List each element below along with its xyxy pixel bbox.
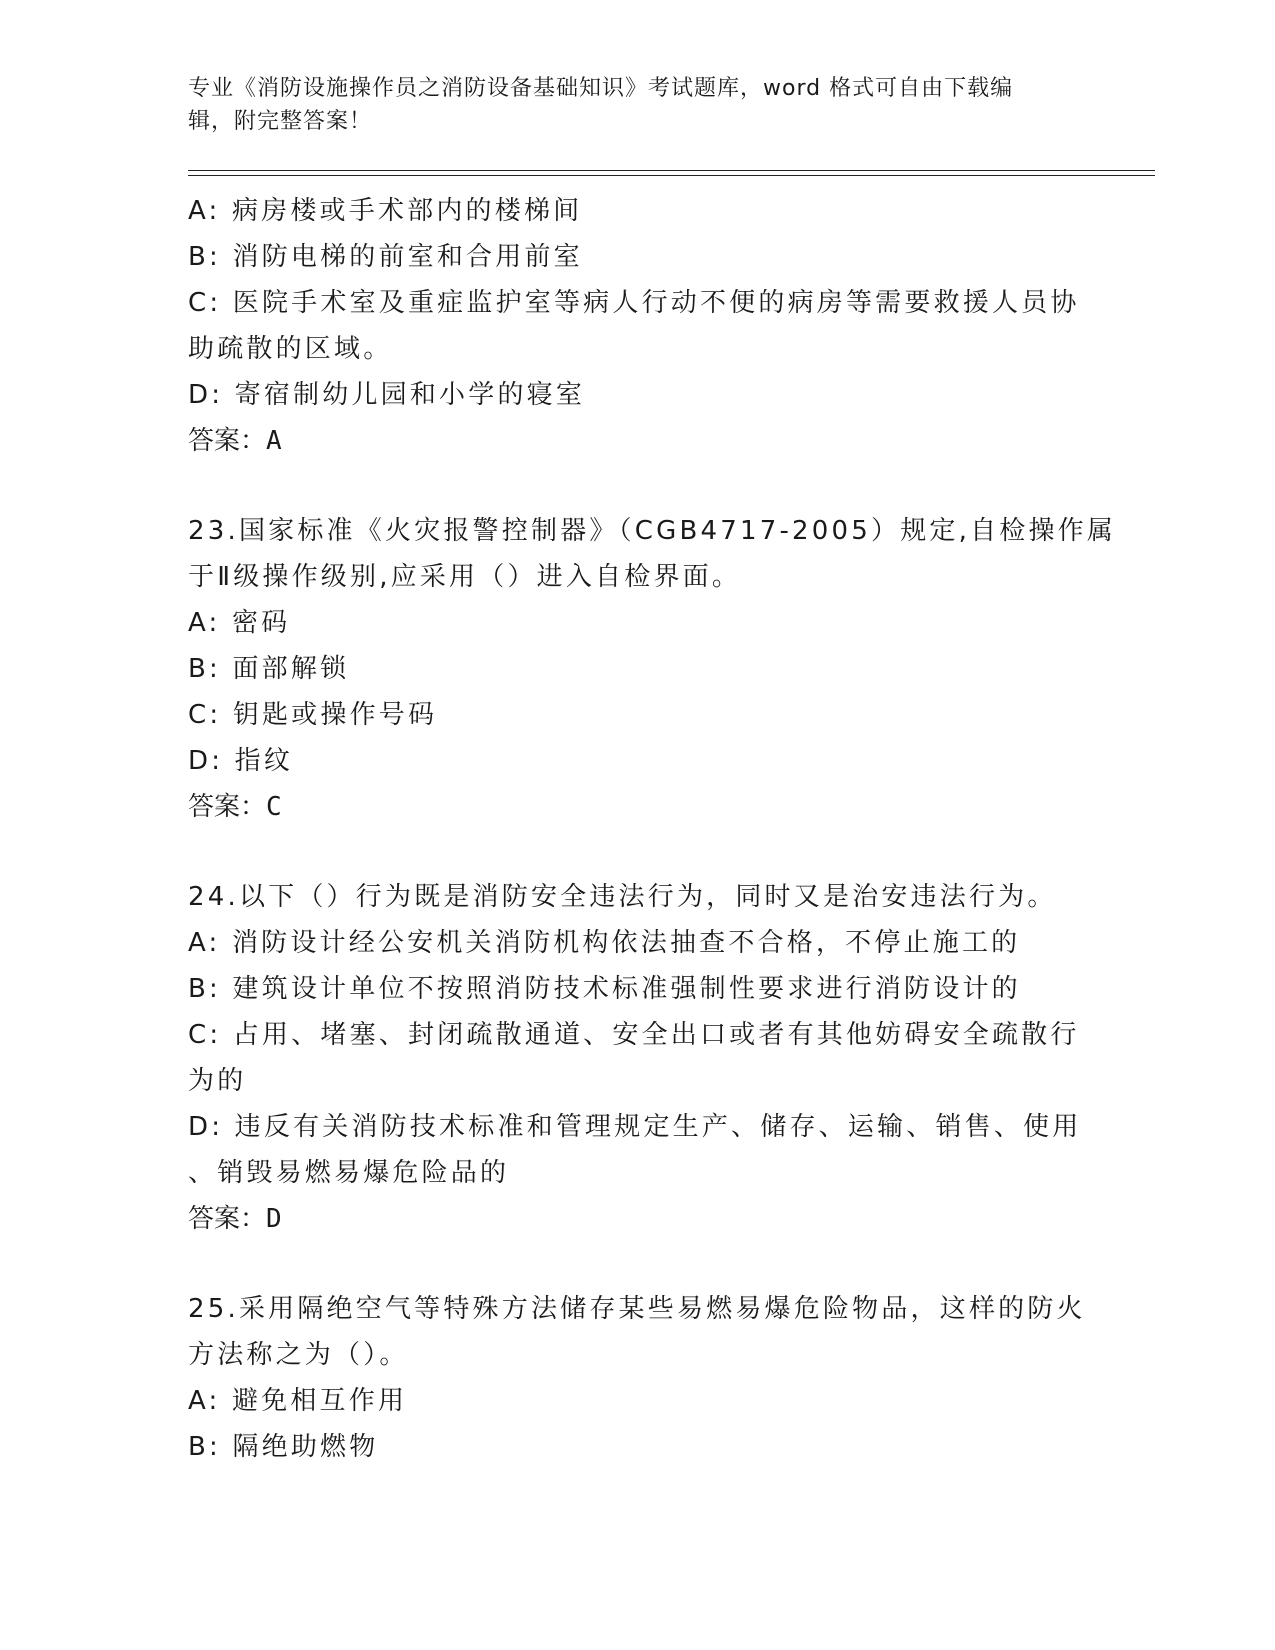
question-stem-continued: 方法称之为（）。 bbox=[188, 1340, 409, 1370]
option-b: B: 面部解锁 bbox=[188, 654, 350, 684]
question-25 bbox=[188, 1286, 1088, 1470]
question-stem: 24.以下（）行为既是消防安全违法行为，同时又是治安违法行为。 bbox=[188, 882, 1057, 912]
option-d: D: 指纹 bbox=[188, 746, 294, 776]
document-header bbox=[188, 72, 1068, 138]
question-22-tail bbox=[188, 188, 1088, 464]
option-c: C: 钥匙或操作号码 bbox=[188, 700, 438, 730]
question-stem: 25.采用隔绝空气等特殊方法储存某些易燃易爆危险物品，这样的防火 bbox=[188, 1294, 1086, 1324]
option-a: A: 病房楼或手术部内的楼梯间 bbox=[188, 196, 583, 226]
answer-value: D bbox=[266, 1204, 282, 1234]
question-stem: 23.国家标准《火灾报警控制器》（CGB4717-2005）规定,自检操作属 bbox=[188, 516, 1117, 546]
option-c-continued: 助疏散的区域。 bbox=[188, 334, 393, 364]
option-a: A: 避免相互作用 bbox=[188, 1386, 408, 1416]
option-b: B: 建筑设计单位不按照消防技术标准强制性要求进行消防设计的 bbox=[188, 974, 1021, 1004]
option-b: B: 消防电梯的前室和合用前室 bbox=[188, 242, 583, 272]
question-23 bbox=[188, 508, 1117, 830]
option-d: D: 违反有关消防技术标准和管理规定生产、储存、运输、销售、使用 bbox=[188, 1112, 1082, 1142]
option-c: C: 医院手术室及重症监护室等病人行动不便的病房等需要救援人员协 bbox=[188, 288, 1080, 318]
header-rule-top bbox=[188, 170, 1155, 171]
option-a: A: 消防设计经公安机关消防机构依法抽查不合格，不停止施工的 bbox=[188, 928, 1021, 958]
answer-label: 答案： bbox=[188, 1204, 267, 1234]
option-d-continued: 、销毁易燃易爆危险品的 bbox=[188, 1158, 510, 1188]
question-stem-continued: 于Ⅱ级操作级别,应采用（）进入自检界面。 bbox=[188, 562, 742, 592]
question-24 bbox=[188, 874, 1088, 1242]
answer-label: 答案： bbox=[188, 426, 267, 456]
option-c: C: 占用、堵塞、封闭疏散通道、安全出口或者有其他妨碍安全疏散行 bbox=[188, 1020, 1080, 1050]
answer-line bbox=[188, 1196, 1088, 1242]
answer-line bbox=[188, 418, 1088, 464]
header-line-2: 辑，附完整答案！ bbox=[188, 109, 373, 134]
question-content bbox=[188, 188, 1117, 1470]
option-a: A: 密码 bbox=[188, 608, 291, 638]
answer-label: 答案： bbox=[188, 792, 267, 822]
header-rule-bottom bbox=[188, 175, 1155, 176]
option-c-continued: 为的 bbox=[188, 1066, 247, 1096]
option-d: D: 寄宿制幼儿园和小学的寝室 bbox=[188, 380, 586, 410]
option-b: B: 隔绝助燃物 bbox=[188, 1432, 379, 1462]
answer-value: A bbox=[266, 426, 282, 456]
answer-line bbox=[188, 784, 1088, 830]
answer-value: C bbox=[266, 792, 282, 822]
header-line-1: 专业《消防设施操作员之消防设备基础知识》考试题库，word 格式可自由下载编 bbox=[188, 76, 1014, 101]
